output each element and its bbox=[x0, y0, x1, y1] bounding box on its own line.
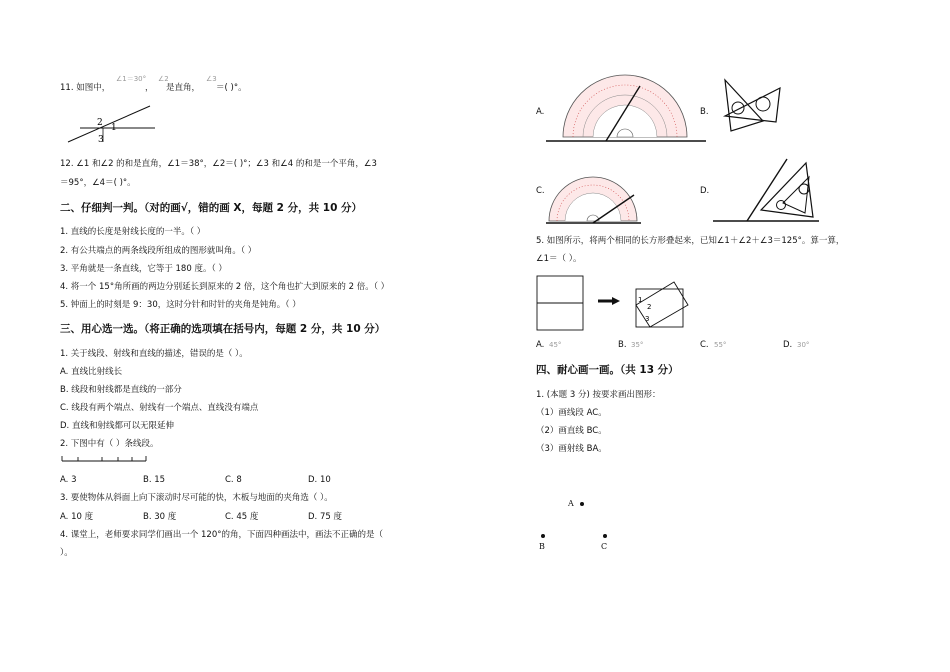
q11-angle1: ∠1＝30° bbox=[116, 75, 147, 83]
q12-line1: 12. ∠1 和∠2 的和是直角，∠1＝38°，∠2＝( )°；∠3 和∠4 的和是一个平角，∠3 bbox=[60, 159, 377, 169]
q5-option-b-letter: B. bbox=[618, 340, 627, 350]
point-c-label: C bbox=[601, 542, 608, 551]
sec3-q3-option: B. 30 度 bbox=[143, 512, 177, 522]
sec3-q1-option: D. 直线和射线都可以无限延伸 bbox=[60, 421, 174, 431]
sec4-item: （1）画线段 AC。 bbox=[536, 408, 607, 418]
q4-option-d: D. bbox=[700, 186, 710, 196]
q11-angle-figure bbox=[58, 98, 158, 153]
sec4-item: （3）画射线 BA。 bbox=[536, 444, 607, 454]
point-a-label: A bbox=[568, 499, 574, 508]
q11-angle2: ∠2 bbox=[158, 75, 169, 83]
sec4-title: 四、耐心画一画。（共 13 分） bbox=[536, 364, 679, 376]
point-b-label: B bbox=[539, 542, 545, 551]
point-a-dot bbox=[580, 502, 584, 506]
sec2-item: 5. 钟面上的时刻是 9：30，这时分针和时针的夹角是钝角。（ ） bbox=[60, 300, 301, 310]
q11-prefix: 11. 如图中， bbox=[60, 83, 111, 93]
point-b-dot bbox=[541, 534, 545, 538]
set-square-figure-d bbox=[713, 155, 823, 225]
q5-label-2: 2 bbox=[647, 303, 652, 311]
q11-label-2: 2 bbox=[97, 118, 103, 128]
rectangles-fold-figure bbox=[536, 275, 716, 335]
q5-option-d-letter: D. bbox=[783, 340, 793, 350]
sec2-title: 二、仔细判一判。（对的画√，错的画 X，每题 2 分，共 10 分） bbox=[60, 202, 363, 214]
set-square-figure-b bbox=[718, 78, 788, 143]
q5-option-c-letter: C. bbox=[700, 340, 709, 350]
q12-line2: ＝95°，∠4＝( )°。 bbox=[60, 178, 136, 188]
q11-mid: 是直角， bbox=[166, 83, 201, 93]
sec3-q3-stem: 3. 要使物体从斜面上向下滚动时尽可能的快，木板与地面的夹角选（ ）。 bbox=[60, 493, 333, 503]
sec3-q4-line1: 4. 课堂上，老师要求同学们画出一个 120°的角，下面四种画法中，画法不正确的是（ bbox=[60, 530, 383, 540]
sec3-q1-option: A. 直线比射线长 bbox=[60, 367, 123, 377]
q11-sep1: ， bbox=[145, 83, 154, 93]
sec3-q2-option: A. 3 bbox=[60, 475, 77, 485]
q11-suffix: ＝( )°。 bbox=[216, 83, 247, 93]
q5-label-1: 1 bbox=[638, 296, 643, 304]
sec2-item: 4. 将一个 15°角所画的两边分别延长到原来的 2 倍，这个角也扩大到原来的 2 倍。（ ） bbox=[60, 282, 390, 292]
q11-angle3: ∠3 bbox=[206, 75, 217, 83]
protractor-figure-a bbox=[546, 75, 711, 145]
q5-line1: 5. 如图所示，将两个相同的长方形叠起来，已知∠1＋∠2＋∠3＝125°。算一算， bbox=[536, 236, 845, 246]
sec3-q2-option: B. 15 bbox=[143, 475, 166, 485]
sec3-q4-line2: ）。 bbox=[60, 548, 73, 558]
q5-option-b-value: 35° bbox=[631, 341, 644, 349]
q11-label-1: 1 bbox=[111, 123, 117, 133]
q4-option-a: A. bbox=[536, 107, 545, 117]
sec3-q2-option: D. 10 bbox=[308, 475, 331, 485]
sec3-q3-option: D. 75 度 bbox=[308, 512, 342, 522]
q11-label-3: 3 bbox=[98, 135, 104, 145]
point-c-dot bbox=[603, 534, 607, 538]
q5-label-3: 3 bbox=[645, 315, 650, 323]
sec3-title: 三、用心选一选。（将正确的选项填在括号内，每题 2 分，共 10 分） bbox=[60, 323, 386, 335]
sec2-item: 3. 平角就是一条直线，它等于 180 度。（ ） bbox=[60, 264, 227, 274]
sec3-q3-option: C. 45 度 bbox=[225, 512, 259, 522]
q5-option-d-value: 30° bbox=[797, 341, 810, 349]
q5-option-a-value: 45° bbox=[549, 341, 562, 349]
q5-line2: ∠1＝（ ）。 bbox=[536, 254, 582, 264]
sec3-q1-option: B. 线段和射线都是直线的一部分 bbox=[60, 385, 182, 395]
segment-ruler-figure bbox=[60, 455, 150, 465]
sec3-q1-option: C. 线段有两个端点、射线有一个端点、直线没有端点 bbox=[60, 403, 259, 413]
sec4-item: （2）画直线 BC。 bbox=[536, 426, 607, 436]
sec3-q1-stem: 1. 关于线段、射线和直线的描述，错误的是（ ）。 bbox=[60, 349, 248, 359]
sec2-item: 2. 有公共端点的两条线段所组成的图形就叫角。（ ） bbox=[60, 246, 257, 256]
q4-option-c: C. bbox=[536, 186, 545, 196]
q5-option-c-value: 55° bbox=[714, 341, 727, 349]
sec3-q3-option: A. 10 度 bbox=[60, 512, 94, 522]
sec4-item: 1. (本题 3 分) 按要求画出图形： bbox=[536, 390, 661, 400]
sec3-q2-option: C. 8 bbox=[225, 475, 242, 485]
q4-option-b: B. bbox=[700, 107, 709, 117]
protractor-figure-c bbox=[546, 157, 711, 227]
sec2-item: 1. 直线的长度是射线长度的一半。（ ） bbox=[60, 227, 206, 237]
q5-option-a-letter: A. bbox=[536, 340, 545, 350]
sec3-q2-stem: 2. 下图中有（ ）条线段。 bbox=[60, 439, 159, 449]
